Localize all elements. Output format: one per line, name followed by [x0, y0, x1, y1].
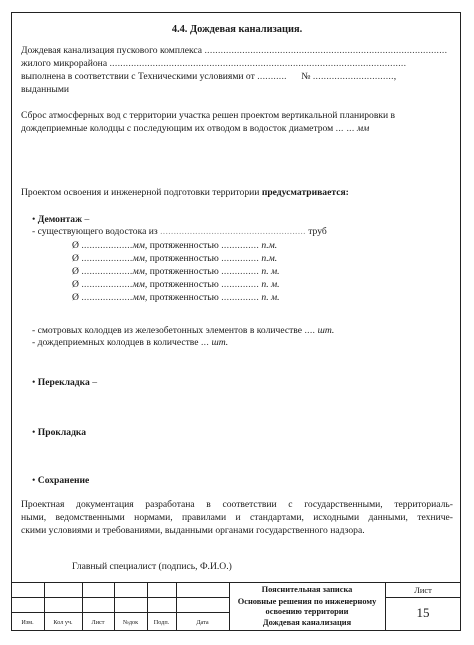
length-unit: п. м. [261, 266, 280, 277]
stamp-sheet-number: 15 [416, 605, 430, 620]
storm-inlets-fill: ... [200, 337, 210, 348]
relaying-heading [32, 377, 97, 388]
diameter-fill: ................... [81, 253, 133, 264]
bullet-icon: • [32, 214, 36, 225]
stamp-col-revision: Изм. [21, 619, 34, 626]
stamp-title-3: освоению территории [265, 607, 349, 616]
page-frame [11, 12, 461, 631]
length-fill: .............. [221, 279, 260, 290]
inspection-wells-text: - смотровых колодцев из железобетонных элементов в количестве [32, 325, 303, 336]
provision-line [21, 187, 349, 198]
diameter-symbol: Ø [72, 266, 79, 277]
intro-number-sign: № [301, 71, 311, 82]
dismantling-existing [32, 226, 327, 237]
laying-heading-text: Прокладка [37, 427, 87, 438]
diameter-unit: мм, [132, 292, 148, 303]
diameter-fill: ................... [81, 266, 133, 277]
diameter-symbol: Ø [72, 292, 79, 303]
bullet-icon: • [32, 475, 36, 486]
signature-line: Главный специалист (подпись, Ф.И.О.) [72, 561, 232, 572]
preservation-heading [32, 475, 89, 486]
length-unit: п. м. [261, 279, 280, 290]
stamp-col-date: Дата [196, 619, 209, 626]
provision-text: Проектом освоения и инженерной подготовки территории [21, 187, 262, 198]
stamp-title-1: Пояснительная записка [261, 585, 353, 594]
runoff-line-2 [21, 123, 369, 134]
dismantling-pipes-word: труб [308, 226, 327, 237]
intro-line-2-fill: .............................................................................................................. [109, 58, 407, 69]
length-label: протяженностью [149, 253, 219, 264]
stamp-col-doc-number: №док [122, 619, 139, 626]
storm-inlets-unit: шт. [211, 337, 229, 348]
runoff-line-2-text: дождеприемные колодцы с последующим их отводом в водосток диаметром [21, 123, 334, 134]
stamp-col-sheet: Лист [91, 619, 105, 626]
inspection-wells-line [32, 325, 334, 336]
diameter-fill: ................... [81, 292, 133, 303]
intro-line-3-end: , [393, 71, 397, 82]
bullet-icon: • [32, 377, 36, 388]
provision-bold: предусматривается: [261, 187, 349, 198]
diameter-unit: мм, [132, 279, 148, 290]
intro-line-3-fill-date: ........... [257, 71, 287, 82]
intro-line-4: выданными [21, 84, 70, 95]
laying-heading [32, 427, 86, 438]
diameter-fill: ................... [81, 279, 133, 290]
inspection-wells-fill: .... [304, 325, 316, 336]
diameter-unit: мм, [132, 240, 148, 251]
closing-line-3: скими условиями и требованиями, выданными органами государственного надзора. [21, 525, 365, 536]
diameter-symbol: Ø [72, 240, 79, 251]
pipe-row [72, 253, 277, 264]
length-label: протяженностью [149, 292, 219, 303]
diameter-unit: мм, [132, 253, 148, 264]
length-fill: .............. [221, 266, 260, 277]
diameter-fill: ................... [81, 240, 133, 251]
intro-line-1-text: Дождевая канализация пускового комплекса [21, 45, 203, 56]
length-label: протяженностью [149, 279, 219, 290]
pipe-row [72, 266, 280, 277]
intro-line-1 [21, 45, 447, 56]
intro-line-2 [21, 58, 406, 69]
preservation-heading-text: Сохранение [37, 475, 90, 486]
length-unit: п.м. [261, 253, 278, 264]
relaying-heading-text: Перекладка [37, 377, 90, 388]
intro-line-3 [21, 71, 396, 82]
closing-line-1: Проектная документация разработана в соответствии с государственными, территориаль- [21, 499, 453, 510]
closing-line-2: ными, ведомственными нормами, правилами и стандартами, исходными данными, техниче- [21, 512, 453, 523]
length-unit: п.м. [261, 240, 278, 251]
storm-inlets-text: - дождеприемных колодцев в количестве [32, 337, 199, 348]
dismantling-heading-text: Демонтаж [37, 214, 83, 225]
intro-line-3-text: выполнена в соответствии с Техническими условиями от [21, 71, 255, 82]
length-fill: .............. [221, 240, 260, 251]
pipe-row [72, 279, 280, 290]
relaying-dash: – [89, 377, 98, 388]
dismantling-existing-text: - существующего водостока из [32, 226, 158, 237]
stamp-col-signature: Подп. [153, 619, 170, 626]
inspection-wells-unit: шт. [317, 325, 335, 336]
length-label: протяженностью [149, 240, 219, 251]
pipe-row [72, 292, 280, 303]
runoff-line-1: Сброс атмосферных вод с территории участка решен проектом вертикальной планировки в [21, 110, 396, 121]
stamp-top-line [11, 582, 461, 583]
section-title: 4.4. Дождевая канализация. [171, 24, 303, 35]
dismantling-heading [32, 214, 89, 225]
dismantling-dash: – [82, 214, 90, 225]
stamp-title-4: Дождевая канализация [262, 618, 352, 627]
intro-line-1-fill: .......................................................................................... [204, 45, 448, 56]
stamp-sheet-line [385, 597, 461, 598]
length-label: протяженностью [149, 266, 219, 277]
bullet-icon: • [32, 427, 36, 438]
length-fill: .............. [221, 253, 260, 264]
runoff-diameter-fill: ... ... [335, 123, 355, 134]
stamp-col-quantity: Кол уч. [53, 619, 73, 626]
diameter-unit: мм, [132, 266, 148, 277]
diameter-symbol: Ø [72, 279, 79, 290]
length-unit: п. м. [261, 292, 280, 303]
dismantling-existing-fill: ...................................................... [160, 226, 306, 237]
length-fill: .............. [221, 292, 260, 303]
diameter-symbol: Ø [72, 253, 79, 264]
runoff-diameter-unit: мм [356, 123, 370, 134]
stamp-sheet-label: Лист [414, 586, 432, 595]
stamp-title-2: Основные решения по инженерному [237, 597, 377, 606]
intro-line-3-fill-number: .............................. [312, 71, 394, 82]
pipe-row [72, 240, 277, 251]
intro-line-2-text: жилого микрорайона [21, 58, 108, 69]
storm-inlets-line [32, 337, 228, 348]
